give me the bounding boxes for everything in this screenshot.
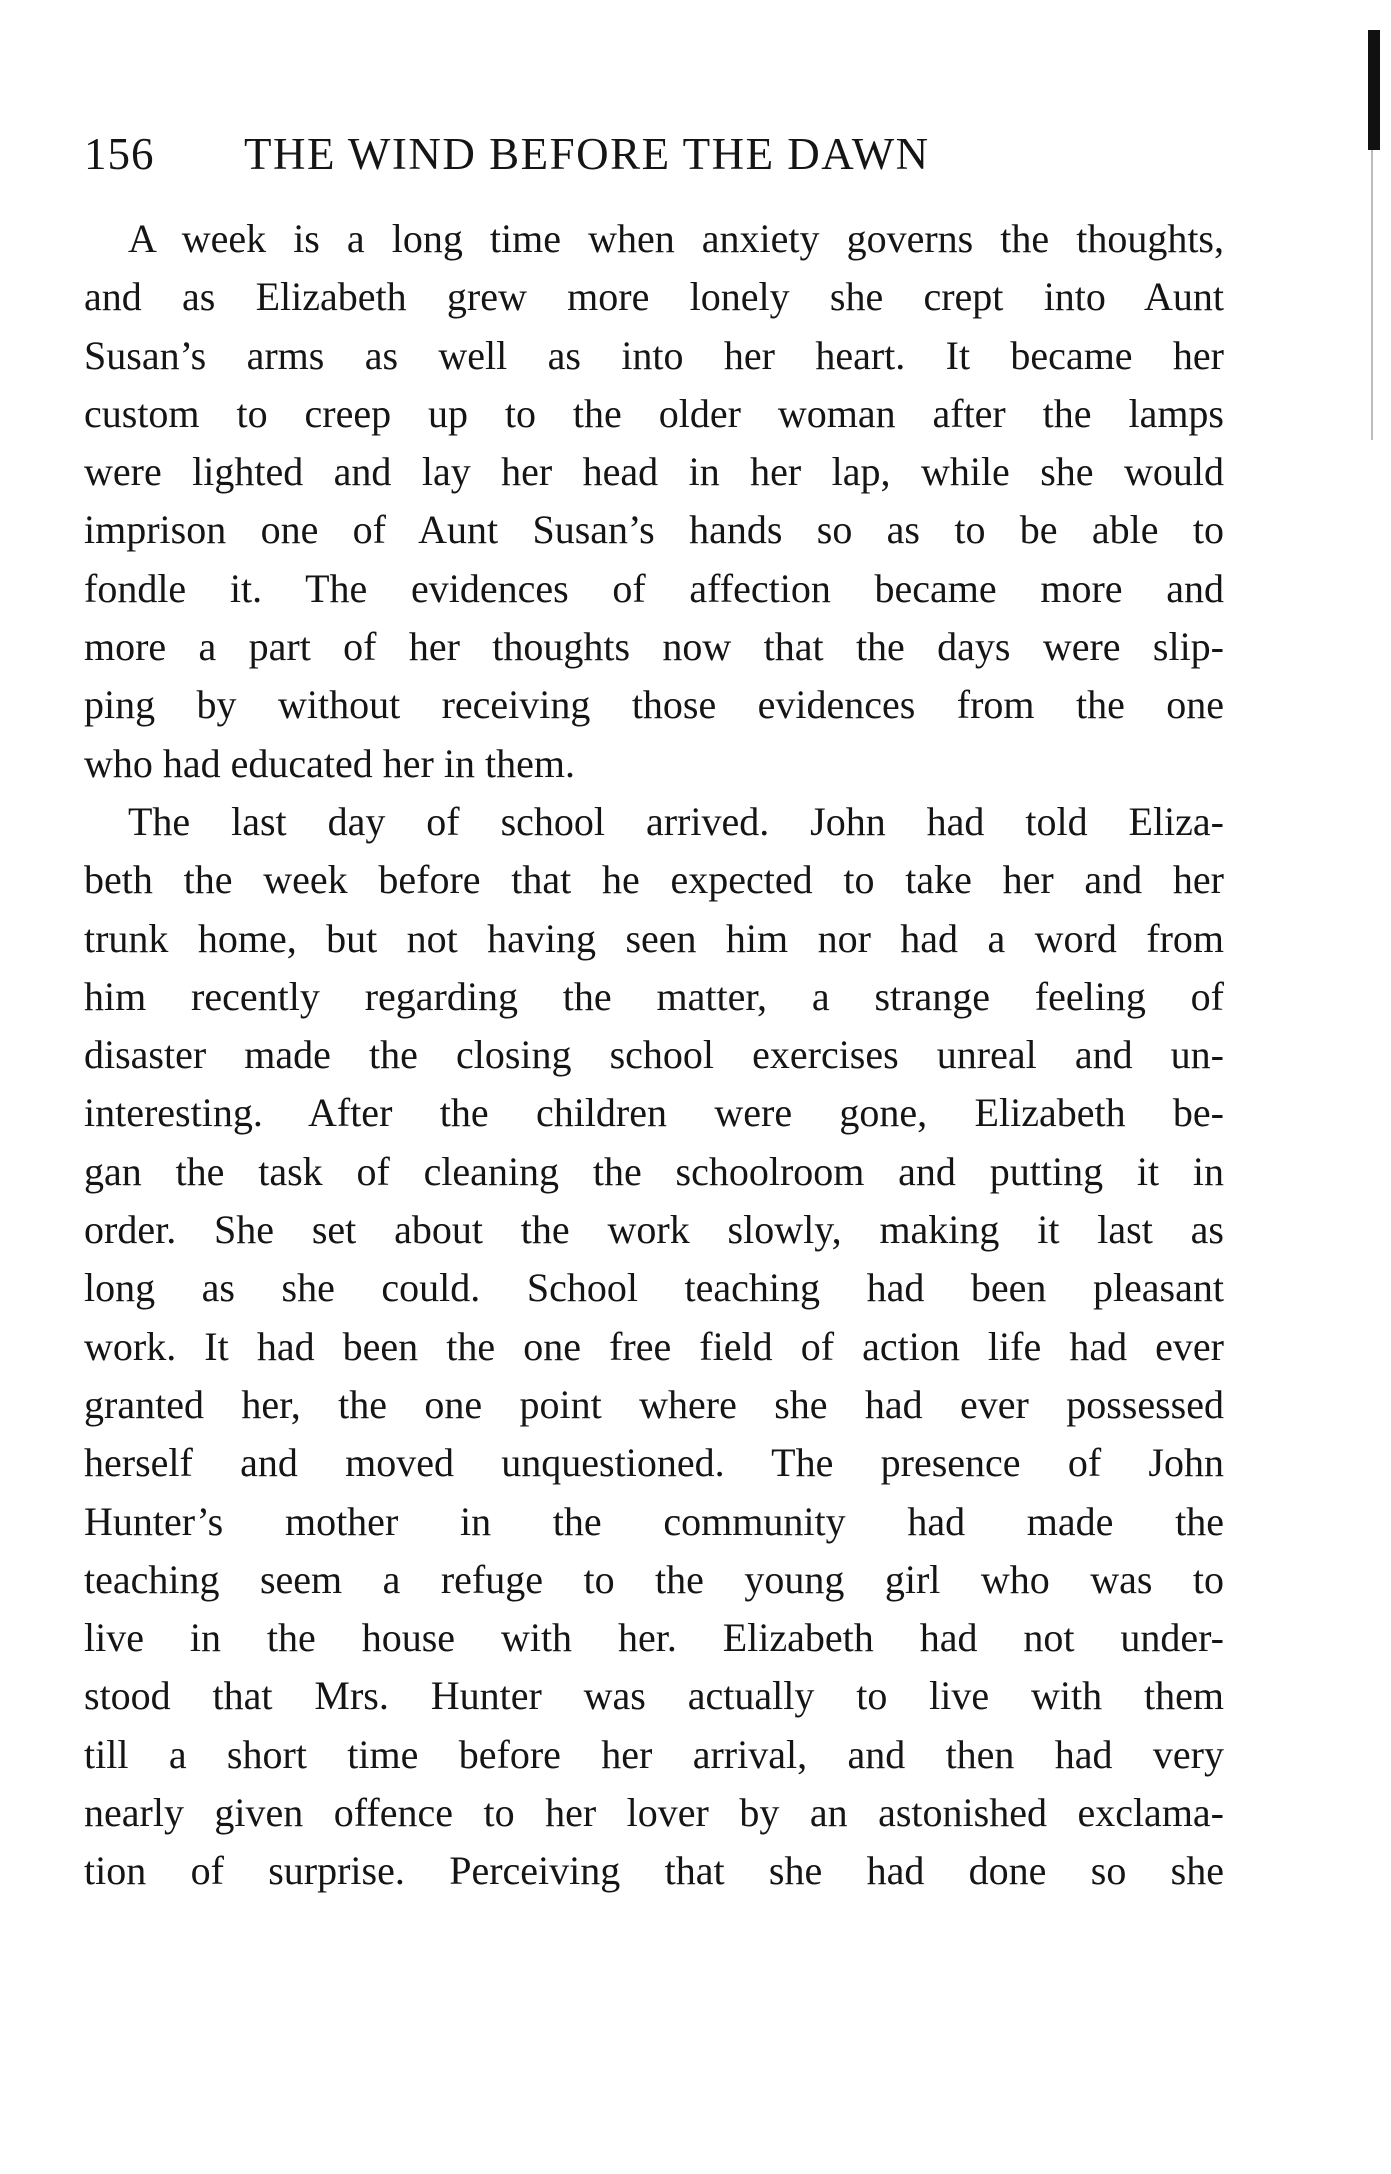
text-line: nearly given offence to her lover by an astonished exclama- [84,1790,1224,1836]
text-line: long as she could. School teaching had been pleasant [84,1265,1224,1311]
text-line: him recently regarding the matter, a strange feeling of [84,973,1224,1019]
text-line: custom to creep up to the older woman after the lamps [84,390,1224,436]
text-line: gan the task of cleaning the schoolroom and putting it in [84,1148,1224,1194]
text-line: Susan’s arms as well as into her heart. It became her [84,332,1224,378]
text-line: till a short time before her arrival, and then had very [84,1731,1224,1777]
text-line: Hunter’s mother in the community had made the [84,1498,1224,1544]
text-line: beth the week before that he expected to take her and her [84,857,1224,903]
text-line: tion of surprise. Perceiving that she had done so she [84,1848,1224,1894]
text-line: who had educated her in them. [84,740,575,786]
text-line: more a part of her thoughts now that the days were slip- [84,624,1224,670]
text-line: were lighted and lay her head in her lap, while she would [84,449,1224,495]
text-line: trunk home, but not having seen him nor had a word from [84,915,1224,961]
text-line: stood that Mrs. Hunter was actually to live with them [84,1673,1224,1719]
text-line: fondle it. The evidences of affection became more and [84,565,1224,611]
text-line: work. It had been the one free field of action life had ever [84,1323,1224,1369]
text-line: live in the house with her. Elizabeth had not under- [84,1615,1224,1661]
text-line: The last day of school arrived. John had told Eliza- [128,798,1224,844]
text-line: order. She set about the work slowly, making it last as [84,1207,1224,1253]
text-line: disaster made the closing school exercises unreal and un- [84,1032,1224,1078]
text-line: imprison one of Aunt Susan’s hands so as to be able to [84,507,1224,553]
running-title: THE WIND BEFORE THE DAWN [244,129,930,179]
paragraph-2 [84,793,1224,1901]
text-line: granted her, the one point where she had ever possessed [84,1381,1224,1427]
paragraph-1 [84,210,1224,793]
text-line: A week is a long time when anxiety governs the thoughts, [128,216,1224,261]
running-head [84,124,1264,184]
text-line: herself and moved unquestioned. The presence of John [84,1440,1224,1486]
text-line: and as Elizabeth grew more lonely she crept into Aunt [84,274,1224,320]
text-line: teaching seem a refuge to the young girl who was to [84,1556,1224,1602]
page-edge-mark [1368,30,1380,150]
text-line: ping by without receiving those evidences from the one [84,682,1224,728]
page-number: 156 [84,129,155,179]
page-edge-line [1371,150,1373,440]
text-line: interesting. After the children were gone, Elizabeth be- [84,1090,1224,1136]
body-text [84,210,1224,1901]
